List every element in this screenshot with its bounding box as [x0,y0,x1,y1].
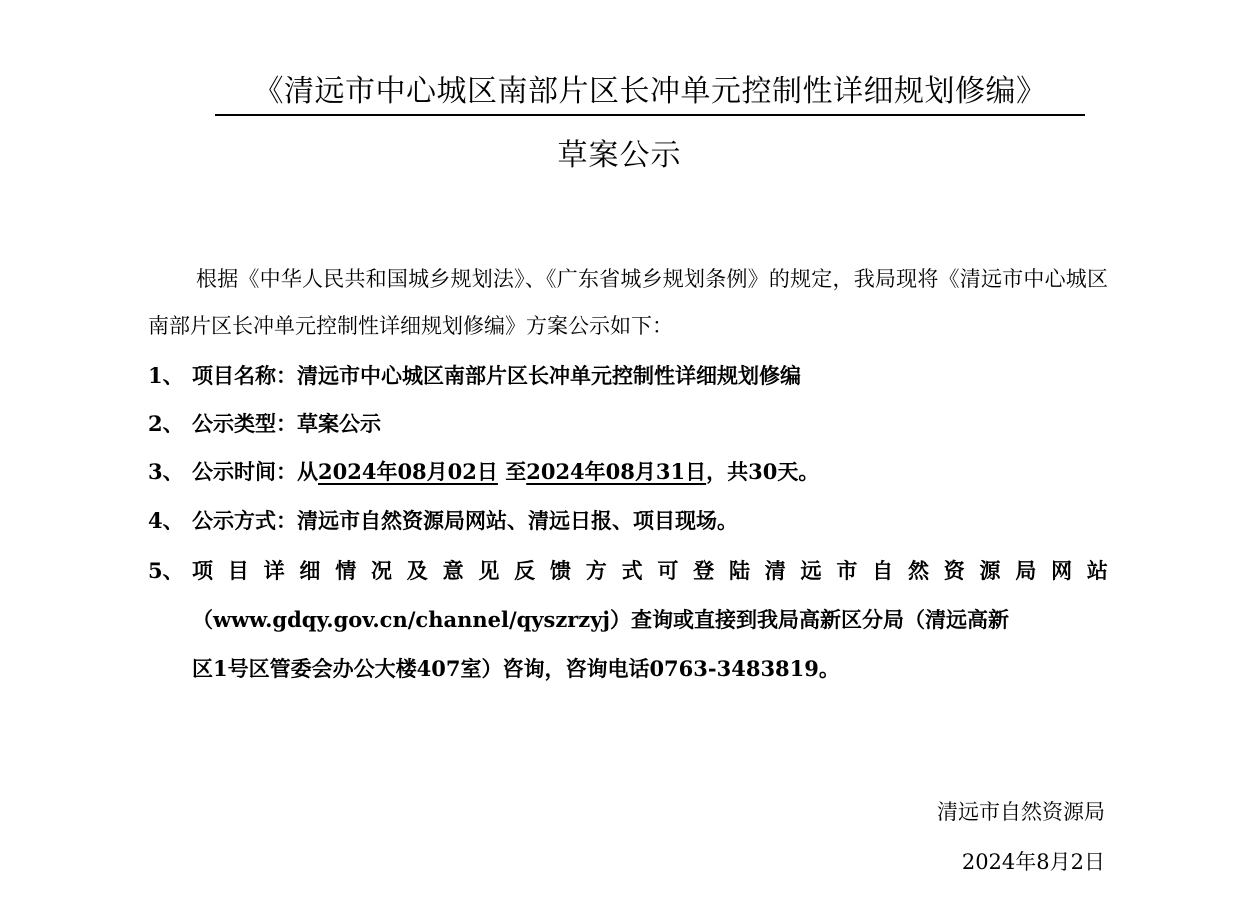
feedback-line-1-char: 然 [907,558,929,583]
item-project-name [148,352,801,399]
start-date: 2024年08月02日 [318,459,498,484]
feedback-line-1-char: 项 [192,558,213,583]
feedback-line-1 [192,546,1108,595]
item-feedback-details [192,546,1108,693]
item-number: 1、 [148,363,184,388]
period-prefix: 从 [297,459,318,484]
feedback-line-1-char: 登 [693,558,715,583]
intro-paragraph: 根据《中华人民共和国城乡规划法》、《广东省城乡规划条例》的规定，我局现将《清远市中心城区南部片区长冲单元控制性详细规划修编》方案公示如下： [148,267,1108,338]
feedback-line-1-char: 局 [1015,558,1037,583]
feedback-line-1-char: 详 [263,558,285,583]
feedback-line-1-char: 见 [478,558,500,583]
item-notice-type [148,400,381,447]
item-value: 清远市中心城区南部片区长冲单元控制性详细规划修编 [297,363,801,388]
end-date: 2024年08月31日 [526,459,707,484]
feedback-line-1-char: 细 [299,558,321,583]
feedback-line-1-char: 自 [872,558,894,583]
feedback-line-1-char: 目 [227,558,249,583]
feedback-line-1-char: 式 [621,558,643,583]
feedback-line-3: 区1号区管委会办公大楼407室）咨询，咨询电话0763-3483819。 [192,656,840,681]
item-label: 公示时间： [192,459,297,484]
feedback-line-1-char: 意 [442,558,464,583]
period-suffix: ，共30天。 [706,459,820,484]
item-value: 清远市自然资源局网站、清远日报、项目现场。 [297,508,738,533]
item-notice-period [148,448,819,495]
feedback-line-1-char: 网 [1051,558,1073,583]
item-number: 5、 [148,558,184,583]
item-label: 公示类型： [192,411,297,436]
feedback-line-1-char: 况 [370,558,392,583]
signature-org: 清远市自然资源局 [937,800,1105,824]
item-number: 3、 [148,459,184,484]
feedback-line-1-char: 远 [800,558,822,583]
item-number: 4、 [148,508,184,533]
feedback-line-1-char: 清 [764,558,786,583]
item-label: 公示方式： [192,508,297,533]
document-subtitle: 草案公示 [557,138,682,173]
item-number: 2、 [148,411,184,436]
feedback-line-1-char: 情 [335,558,357,583]
feedback-line-2: （www.gdqy.gov.cn/channel/qyszrzyj）查询或直接到我局高新区分局（清远高新 [192,607,1010,632]
feedback-line-1-char: 及 [406,558,428,583]
feedback-line-1-char: 市 [836,558,858,583]
signature-date: 2024年8月2日 [961,850,1105,874]
feedback-line-1-char: 资 [943,558,965,583]
period-middle: 至 [505,459,527,484]
item-value: 草案公示 [297,411,381,436]
feedback-line-1-char: 源 [979,558,1001,583]
feedback-line-1-char: 反 [514,558,536,583]
feedback-line-1-char: 方 [585,558,607,583]
feedback-line-1-char: 馈 [549,558,571,583]
item-notice-method [148,497,738,544]
item-label: 项目名称： [192,363,297,388]
feedback-line-1-char: 可 [657,558,679,583]
feedback-line-1-char: 陆 [728,558,750,583]
feedback-line-1-char: 站 [1086,558,1108,583]
document-title: 《清远市中心城区南部片区长冲单元控制性详细规划修编》 [215,70,1085,116]
